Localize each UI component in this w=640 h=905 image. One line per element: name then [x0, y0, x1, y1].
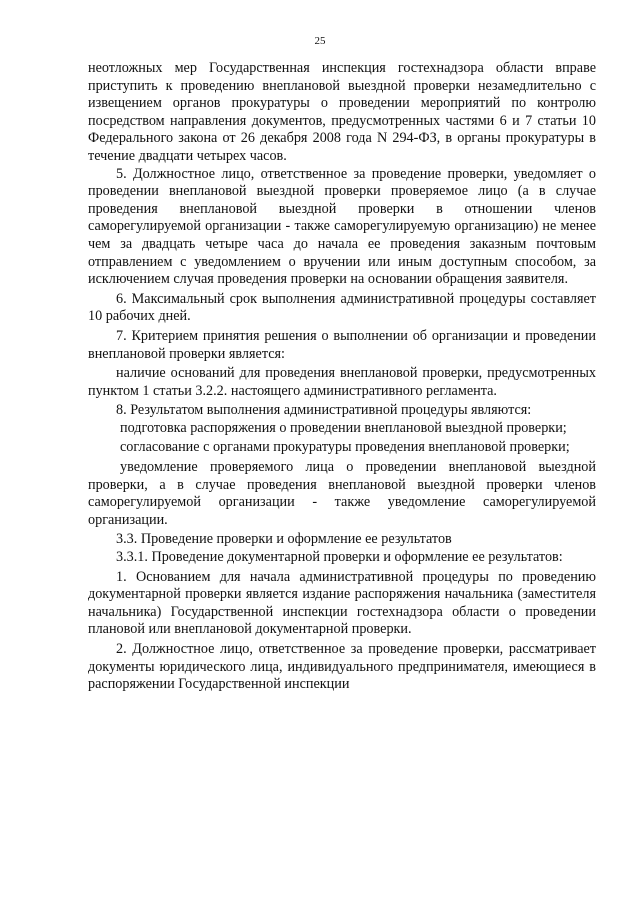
paragraph-item-8: 8. Результатом выполнения административной процедуры являются:	[116, 402, 532, 419]
section-heading-3-3-1: 3.3.1. Проведение документарной проверки и оформление ее результатов:	[116, 549, 563, 566]
paragraph-item-1: 1. Основанием для начала административной процедуры по проведению документарной проверки является издание распоряжения начальника (заместителя начальника) Государственной инспекции гостехнадзора области о проведении плановой или внеплановой документарной проверки.	[88, 568, 596, 638]
paragraph-result-order: подготовка распоряжения о проведении внеплановой выездной проверки;	[120, 419, 567, 436]
section-heading-3-3: 3.3. Проведение проверки и оформление ее результатов	[116, 531, 452, 548]
paragraph-item-2: 2. Должностное лицо, ответственное за проведение проверки, рассматривает документы юридического лица, индивидуального предпринимателя, имеющиеся в распоряжении Государственной инспекции	[88, 641, 596, 693]
paragraph-result-approval: согласование с органами прокуратуры проведения внеплановой проверки;	[120, 439, 570, 456]
page-number: 25	[314, 35, 326, 47]
paragraph-result-notice: уведомление проверяемого лица о проведении внеплановой выездной проверки, а в случае проведения внеплановой выездной проверки членов саморегулируемой организации - также уведомление саморегулируемой организации.	[88, 459, 596, 528]
paragraph-item-6: 6. Максимальный срок выполнения административной процедуры составляет 10 рабочих дней.	[88, 290, 596, 325]
paragraph-continuation: неотложных мер Государственная инспекция гостехнадзора области вправе приступить к проведению внеплановой выездной проверки незамедлительно с извещением органов прокуратуры о проведении мероприятий по контролю посредством направления документов, предусмотренных частями 6 и 7 статьи 10 Федерального закона от 26 декабря 2008 года N 294-ФЗ, в органы прокуратуры в течение двадцати четырех часов.	[88, 60, 596, 164]
document-body	[88, 60, 596, 694]
paragraph-criterion: наличие оснований для проведения внеплановой проверки, предусмотренных пунктом 1 статьи 3.2.2. настоящего административного регламента.	[88, 365, 596, 399]
paragraph-item-7: 7. Критерием принятия решения о выполнении об организации и проведении внеплановой проверки является:	[88, 327, 596, 362]
paragraph-item-5: 5. Должностное лицо, ответственное за проведение проверки, уведомляет о проведении внеплановой выездной проверки проверяемое лицо (а в случае проведения внеплановой выездной проверки в отношении членов саморегулируемой организации - также саморегулируемую организацию) не менее чем за двадцать четыре часа до начала ее проведения заказным почтовым отправлением с уведомлением о вручении или иным доступным способом, за исключением случая проведения проверки на основании обращения заявителя.	[88, 165, 596, 288]
